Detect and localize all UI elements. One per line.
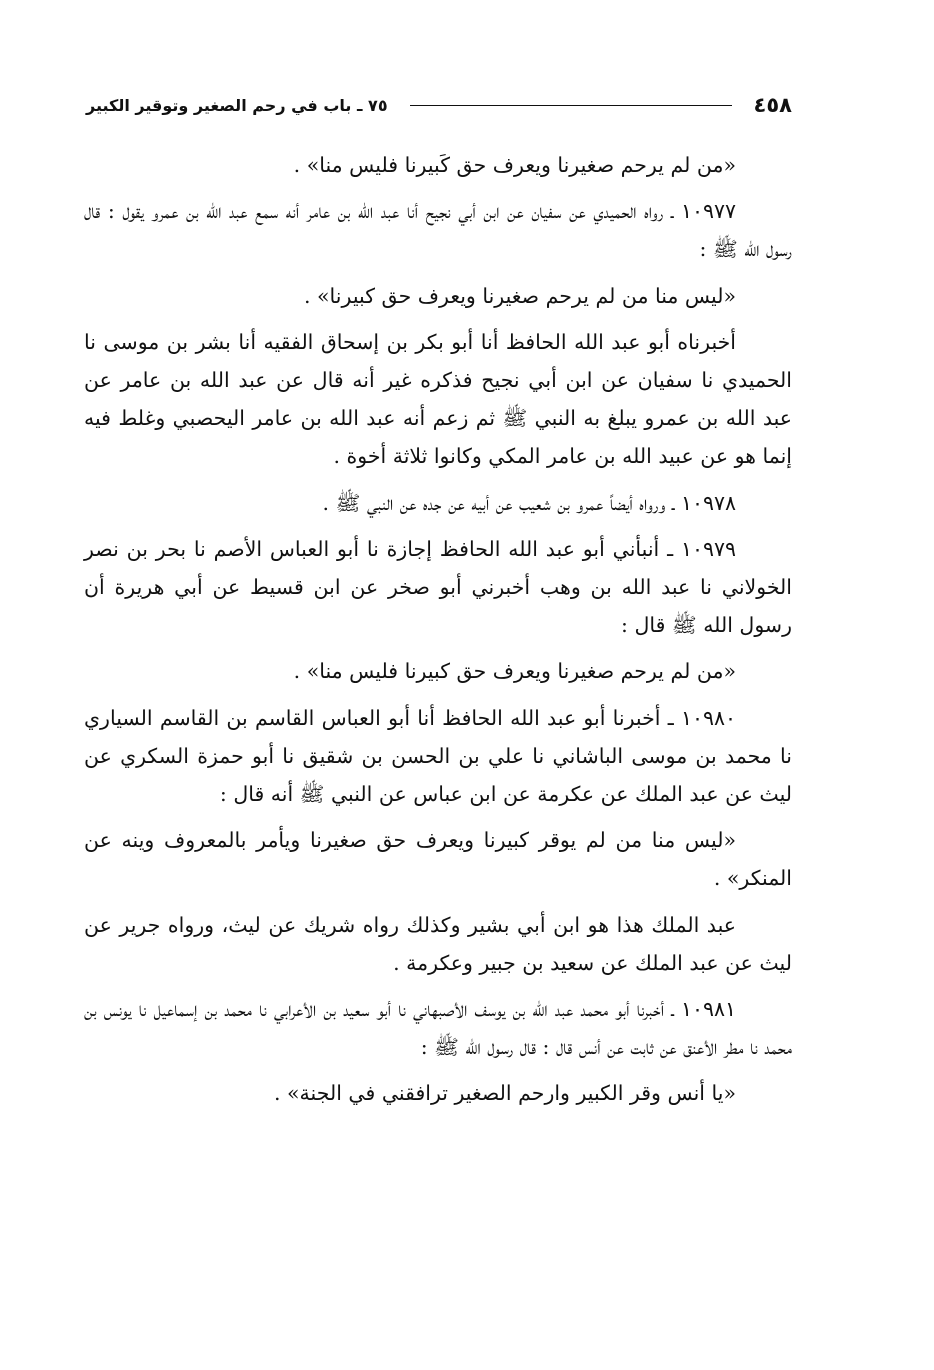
hadith-paragraph: ١٠٩٨٠ ـ أخبرنا أبو عبد الله الحافظ أنا أبو العباس القاسم بن القاسم السياري نا محمد بن موسى الباشاني نا علي بن الحسن بن شقيق نا أبو حمزة السكري عن ليث عن عبد الملك عن عكرمة عن ابن عباس عن النبي ﷺ أنه قال :	[84, 705, 792, 807]
hadith-paragraph: ١٠٩٨١ ـ أخبرنا أبو محمد عبد الله بن يوسف الأصبهاني نا أبو سعيد بن الأعرابي نا محمد بن إسماعيل نا يونس بن محمد نا مطر الأعنق عن ثابت عن أنس قال : قال رسول الله ﷺ :	[84, 997, 792, 1060]
hadith-paragraph: ١٠٩٧٨ ـ ورواه أيضاً عمرو بن شعيب عن أبيه عن جده عن النبي ﷺ .	[322, 490, 736, 515]
commentary-paragraph: عبد الملك هذا هو ابن أبي بشير وكذلك رواه شريك عن ليث، ورواه جرير عن ليث عن عبد الملك عن سعيد بن جبير وعكرمة .	[84, 912, 792, 975]
hadith-quote: «يا أنس وقر الكبير وارحم الصغير ترافقني في الجنة» .	[273, 1081, 736, 1106]
running-header	[86, 88, 792, 122]
commentary-paragraph: أخبرناه أبو عبد الله الحافظ أنا أبو بكر بن إسحاق الفقيه أنا بشر بن موسى نا الحميدي نا سفيان عن ابن أبي نجيح فذكره غير أنه قال عن عبد الله بن عامر عن عبد الله بن عمرو يبلغ به النبي ﷺ ثم زعم أنه عبد الله بن عامر اليحصبي وغلط فيه إنما هو عن عبيد الله بن عامر المكي وكانوا ثلاثة أخوة .	[84, 329, 792, 469]
hadith-paragraph: ١٠٩٧٧ ـ رواه الحميدي عن سفيان عن ابن أبي نجيح أنا عبد الله بن عامر أنه سمع عبد الله بن عمرو يقول : قال رسول الله ﷺ :	[84, 199, 792, 262]
hadith-quote: «من لم يرحم صغيرنا ويعرف حق كَبيرنا فليس منا» .	[293, 153, 736, 177]
hadith-paragraph: ١٠٩٧٩ ـ أنبأني أبو عبد الله الحافظ إجازة نا أبو العباس الأصم نا بحر بن نصر الخولاني نا عبد الله بن وهب أخبرني أبو صخر عن ابن قسيط عن أبي هريرة أن رسول الله ﷺ قال :	[84, 536, 792, 638]
hadith-quote: «ليس منا من لم يرحم صغيرنا ويعرف حق كبيرنا» .	[303, 283, 736, 308]
header-rule	[410, 105, 732, 106]
hadith-quote: «من لم يرحم صغيرنا ويعرف حق كبيرنا فليس منا» .	[293, 659, 736, 684]
hadith-quote: «ليس منا من لم يوقر كبيرنا ويعرف حق صغيرنا ويأمر بالمعروف وينه عن المنكر» .	[84, 828, 792, 891]
page-number: ٤٥٨	[753, 93, 792, 117]
body-text	[84, 146, 792, 1121]
chapter-title: ٧٥ ـ باب في رحم الصغير وتوقير الكبير	[86, 95, 388, 115]
